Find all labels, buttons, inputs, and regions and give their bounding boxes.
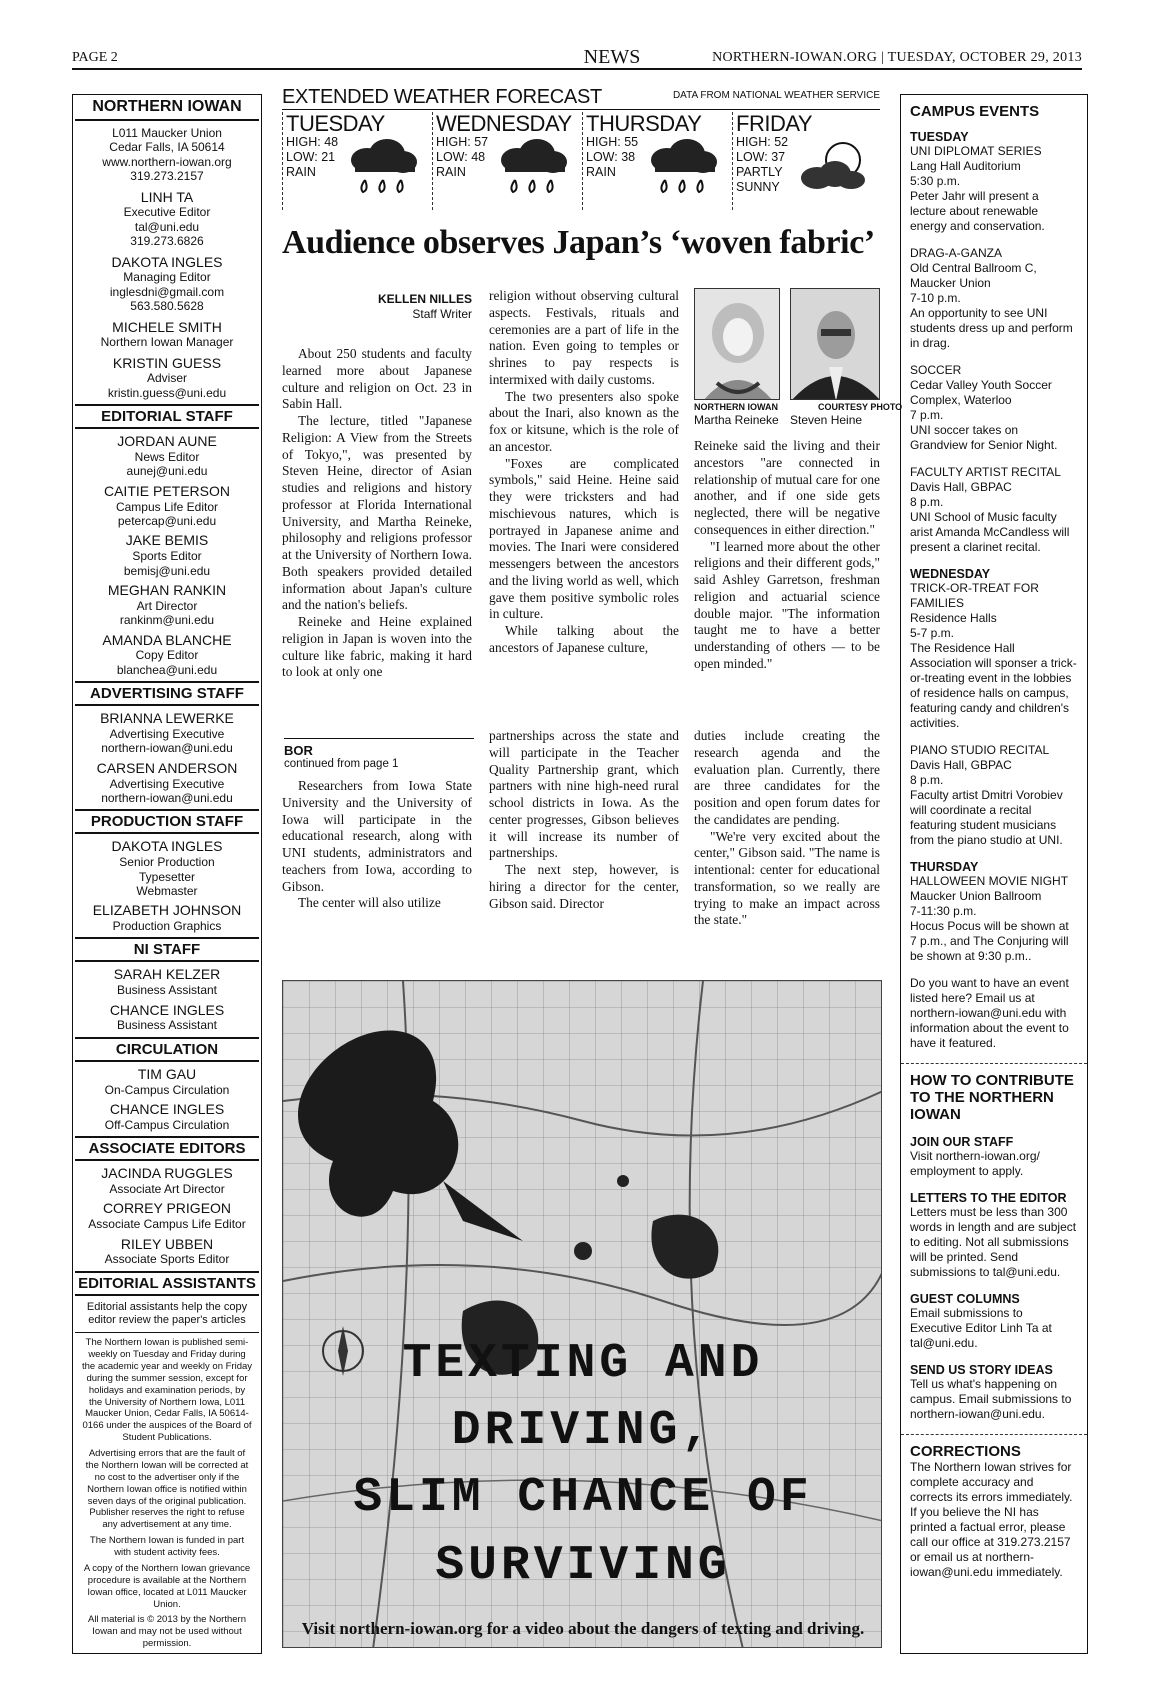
weather-low: LOW: 37 [736,150,786,165]
staff-entry [75,760,259,806]
staff-entry [75,1165,259,1196]
staff-detail: kristin.guess@uni.edu [107,385,227,400]
graphic-headline: TEXTING AND DRIVING, SLIM CHANCE OF SURVIVING [353,1337,813,1593]
event-line: PIANO STUDIO RECITAL [910,743,1050,757]
staff-name: CHANCE INGLES [109,1001,225,1018]
staff-name: DAKOTA INGLES [111,253,223,270]
weather-day-friday [732,112,879,210]
staff-entry [75,1200,259,1231]
fine-print: The Northern Iowan is funded in part with student activity fees. [89,1535,245,1559]
listing-note: Do you want to have an event listed here? Email us at northern-iowan@uni.edu with information about the event to have it featured. [910,976,1069,1050]
staff-detail: blanchea@uni.edu [116,662,218,677]
weather-icon [643,138,723,203]
staff-entry [75,710,259,756]
staff-entry [75,532,259,578]
event-item [910,581,1078,731]
weather-rule [282,109,880,110]
staff-detail: Northern Iowan Manager [100,335,234,350]
weather-day-tuesday [282,112,429,210]
staff-detail: 319.273.6826 [130,234,204,249]
event-line: UNI DIPLOMAT SERIES [910,144,1042,158]
article-column-3 [694,438,880,673]
weather-day-wednesday [432,112,579,210]
staff-name: SARAH KELZER [113,966,221,983]
staff-detail: northern-iowan@uni.edu [101,790,233,805]
photo-steven-heine [790,288,880,400]
event-item [910,246,1078,351]
staff-detail: northern-iowan@uni.edu [101,741,233,756]
event-line: UNI soccer takes on Grandview for Senior Night. [910,423,1058,452]
staff-detail: Advertising Executive [109,776,225,791]
byline [282,292,472,322]
bor-column-1 [282,778,472,912]
event-line: Residence Halls [910,611,997,625]
rain-cloud-icon [493,138,573,198]
staff-name: MEGHAN RANKIN [107,582,227,598]
portrait-man-image [791,289,880,400]
event-line: HALLOWEEN MOVIE NIGHT [910,874,1069,888]
staff-name: JACINDA RUGGLES [101,1165,233,1182]
staff-name: CAITIE PETERSON [103,482,231,499]
corrections-text: The Northern Iowan strives for complete accuracy and corrects its errors immediately. If you believe the NI has printed a factual error, please call our office at 319.273.2157 or email us at northern-iowan@uni.edu immediately. [910,1460,1073,1579]
sidebar-divider [901,1434,1087,1435]
staff-detail: Typesetter [138,869,196,884]
paragraph: About 250 students and faculty learned more about Japanese culture and religion on Oct. 23 in Sabin Hall. [282,346,472,412]
rain-cloud-icon [343,138,423,198]
staff-name: KRISTIN GUESS [112,354,222,371]
contribute-heading: JOIN OUR STAFF [910,1135,1014,1149]
weather-day-thursday [582,112,729,210]
staff-entry [75,254,259,314]
paragraph: The lecture, titled "Japanese Religion: A View from the Streets of Tokyo,", was presented by Steven Heine, director of Asian studies and religions and history professor at Florida International University, and Martha Reineke, philosophy and religions professor at the University of Northern Iowa. Both speakers provided detailed information about Japan's culture and the nation's beliefs. [282,413,472,613]
weather-low: LOW: 38 [586,150,636,165]
weather-high: HIGH: 55 [586,135,639,150]
bor-column-3 [694,728,880,929]
staff-entry [75,582,259,628]
weather-condition: PARTLY [736,165,783,180]
event-line: Lang Hall Auditorium [910,159,1021,173]
staff-name: CORREY PRIGEON [102,1200,232,1217]
photo2-credit: COURTESY PHOTO [818,402,903,412]
events-day-heading: TUESDAY [910,130,969,144]
paragraph: The next step, however, is hiring a director for the center, Gibson said. Director [489,862,679,911]
staff-detail: bemisj@uni.edu [123,563,211,578]
events-day-heading: WEDNESDAY [910,567,991,581]
weather-day-name: FRIDAY [736,111,813,136]
staff-detail: 563.580.5628 [130,299,204,314]
staff-entry [75,483,259,529]
staff-name: BRIANNA LEWERKE [100,710,234,727]
contact-line: L011 Maucker Union [112,126,222,140]
portrait-woman-image [695,289,780,400]
staff-detail: Webmaster [136,883,198,898]
weather-icon [493,138,573,203]
event-line: Davis Hall, GBPAC [910,758,1012,772]
event-line: DRAG-A-GANZA [910,246,1003,260]
rain-cloud-icon [643,138,723,198]
weather-condition: RAIN [586,165,616,180]
staff-detail: Business Assistant [116,983,218,998]
staff-name: LINH TA [140,188,194,205]
byline-name: KELLEN NILLES [377,292,472,306]
weather-low: LOW: 21 [286,150,336,165]
masthead-section-heading: PRODUCTION STAFF [75,809,259,834]
staff-detail: Campus Life Editor [115,499,219,514]
masthead [72,94,262,1654]
staff-entry [75,966,259,997]
event-line: 7-10 p.m. [910,291,961,305]
staff-detail: Production Graphics [112,919,222,934]
staff-entry [75,838,259,898]
contribute-heading: GUEST COLUMNS [910,1292,1020,1306]
contact-line: Cedar Falls, IA 50614 [109,140,225,155]
staff-detail: Senior Production [119,855,215,870]
masthead-section-heading: NI STAFF [75,937,259,962]
weather-low: LOW: 48 [436,150,486,165]
bor-column-2 [489,728,679,912]
staff-name: TIM GAU [137,1065,197,1082]
staff-detail: Associate Sports Editor [104,1252,230,1267]
staff-detail: rankinm@uni.edu [119,613,215,628]
events-day-heading: THURSDAY [910,860,979,874]
weather-high: HIGH: 48 [286,135,339,150]
paragraph: Reineke said the living and their ancestors "are connected in relationship of mutual care for one another, and if one side gets neglected, there will be negative consequences in either direction." [694,438,880,537]
weather-day-name: WEDNESDAY [436,111,572,136]
staff-entry [75,1101,259,1132]
event-item [910,874,1078,964]
staff-detail: aunej@uni.edu [126,464,208,479]
weather-forecast [282,82,880,214]
partly-sunny-icon [793,138,873,198]
staff-entry [75,902,259,933]
masthead-contact [75,126,259,184]
contact-line: www.northern-iowan.org [102,154,232,169]
weather-title: EXTENDED WEATHER FORECAST [282,86,602,108]
masthead-title: NORTHERN IOWAN [75,95,259,121]
fine-print: A copy of the Northern Iowan grievance procedure is available at the Northern Iowan office, located at L011 Maucker Union. [83,1562,251,1610]
graphic-caption: Visit northern-iowan.org for a video about the dangers of texting and driving. [301,1619,865,1638]
paragraph: "We're very excited about the center," Gibson said. "The name is intentional: center for educational transformation, so we really are trying to make an impact across the state." [694,828,880,928]
weather-source: DATA FROM NATIONAL WEATHER SERVICE [672,90,880,101]
paragraph: "I learned more about the other religions and their different gods," said Ashley Garretson, freshman religion and actuarial science double major. "The information taught me to have a better understanding of others — to be open minded." [694,538,880,671]
staff-detail: Off-Campus Circulation [104,1117,230,1132]
staff-detail: petercap@uni.edu [117,514,217,529]
site-and-date: NORTHERN-IOWAN.ORG | TUESDAY, OCTOBER 29, 2013 [712,50,1082,65]
staff-name: DAKOTA INGLES [111,838,223,855]
event-line: 7 p.m. [910,408,944,422]
contribute-heading: LETTERS TO THE EDITOR [910,1191,1067,1205]
masthead-section-heading: EDITORIAL STAFF [75,404,259,429]
staff-entry [75,355,259,401]
bor-title: BOR [284,743,313,758]
masthead-section-heading: ADVERTISING STAFF [75,681,259,706]
paragraph: While talking about the ancestors of Japanese culture, [489,623,679,655]
staff-detail: Sports Editor [132,549,202,564]
event-item [910,465,1078,555]
staff-entry [75,1236,259,1267]
staff-detail: Advertising Executive [109,726,225,741]
staff-detail: Executive Editor [123,205,211,220]
sidebar-title: CAMPUS EVENTS [910,103,1040,120]
event-line: Davis Hall, GBPAC [910,480,1012,494]
staff-name: CHANCE INGLES [109,1101,225,1118]
paragraph: The center will also utilize [298,895,441,911]
event-line: Hocus Pocus will be shown at 7 p.m., and The Conjuring will be shown at 9:30 p.m.. [910,919,1069,963]
event-line: 8 p.m. [910,495,944,509]
weather-condition: RAIN [286,165,316,180]
campus-events-sidebar [900,94,1088,1654]
texting-driving-graphic [282,980,882,1648]
paragraph: partnerships across the state and will participate in the Teacher Quality Partnership grant, which partners with nine high-need rural school districts in Iowa. As the center progresses, Gibson believes it will increase its number of partnerships. [489,728,679,861]
staff-entry [75,632,259,678]
paragraph: Researchers from Iowa State University and the University of Iowa will participate in the educational research, along with UNI students, administrators and teachers from Iowa, according to Gibson. [282,778,472,894]
contribute-text: Tell us what's happening on campus. Email submissions to northern-iowan@uni.edu. [910,1377,1072,1421]
paragraph: "Foxes are complicated symbols," said Heine. Heine said they were tricksters and had mischievous natures, which is portrayed in Japanese anime and movies. The Inari were considered messengers between the ancestors and the living world as well, which gave them positive symbolic roles in culture. [489,455,679,622]
event-line: Cedar Valley Youth Soccer Complex, Waterloo [910,378,1052,407]
bor-continued: continued from page 1 [284,758,399,770]
article-headline: Audience observes Japan’s ‘woven fabric’ [282,224,875,261]
fine-print: Advertising errors that are the fault of the Northern Iowan will be corrected at no cost to the advertiser only if the Northern Iowan office is notified within seven days of the original publication. Publisher reserves the right to refuse any advertisement at any time. [85,1448,249,1531]
staff-detail: Art Director [136,598,198,613]
fine-print: The Northern Iowan is published semi-weekly on Tuesday and Friday during the academic year and weekly on Friday during the summer session, except for holidays and examination periods, by the University of Northern Iowa, L011 Maucker Union, Cedar Falls, IA 50614-0166 under the auspices of the Board of Student Publications. [81,1337,253,1444]
assistants-text: Editorial assistants help the copy editor review the paper's articles [86,1300,248,1326]
event-line: The Residence Hall Association will sponser a trick-or-treating event in the lobbies of residence halls on campus, featuring candy and children's activities. [910,641,1077,730]
staff-name: JORDAN AUNE [117,433,217,450]
contribute-text: Email submissions to Executive Editor Linh Ta at tal@uni.edu. [910,1306,1052,1350]
event-line: UNI School of Music faculty arist Amanda McCandless will present a clarinet recital. [910,510,1070,554]
staff-entry [75,189,259,249]
photo1-credit: NORTHERN IOWAN [694,402,778,412]
staff-detail: Copy Editor [135,648,199,663]
staff-entry [75,433,259,479]
paragraph: Reineke and Heine explained religion in Japan is woven into the culture like fabric, making it hard to look at only one [282,614,472,680]
fine-print: All material is © 2013 by the Northern Iowan and may not be used without permission. [87,1614,247,1650]
staff-detail: News Editor [134,450,200,465]
event-line: 5-7 p.m. [910,626,955,640]
page-number: PAGE 2 [72,50,118,65]
staff-detail: tal@uni.edu [134,219,200,234]
contribute-text: Letters must be less than 300 words in length and are subject to editing. Not all submissions will be printed. Send submissions to tal@uni.edu. [910,1205,1077,1279]
event-line: Faculty artist Dmitri Vorobiev will coordinate a recital featuring student musicians from the piano studio at UNI. [910,788,1063,847]
staff-detail: Managing Editor [123,270,211,285]
staff-name: RILEY UBBEN [120,1235,214,1252]
masthead-section-heading: EDITORIAL ASSISTANTS [75,1271,259,1296]
event-item [910,144,1078,234]
staff-name: AMANDA BLANCHE [102,631,232,648]
event-line: Maucker Union Ballroom [910,889,1042,903]
weather-condition: RAIN [436,165,466,180]
article-column-2 [489,288,679,657]
event-item [910,743,1078,848]
article-column-1 [282,292,472,681]
event-line: TRICK-OR-TREAT FOR FAMILIES [910,581,1039,610]
bor-label [284,738,474,770]
masthead-section-heading: ASSOCIATE EDITORS [75,1136,259,1161]
staff-name: ELIZABETH JOHNSON [92,902,242,919]
sidebar-divider [901,1063,1087,1064]
event-line: Maucker Union [910,276,991,290]
event-line: 5:30 p.m. [910,174,961,188]
event-line: 8 p.m. [910,773,944,787]
event-line: FACULTY ARTIST RECITAL [910,465,1061,479]
contribute-text: Visit northern-iowan.org/ employment to apply. [910,1149,1040,1178]
staff-entry [75,319,259,350]
contact-line: 319.273.2157 [130,169,204,184]
staff-name: JAKE BEMIS [125,532,209,549]
staff-detail: Associate Art Director [109,1182,225,1197]
event-line: 7-11:30 p.m. [910,904,977,918]
staff-entry [75,1002,259,1033]
page-header [72,46,1082,70]
masthead-section-heading: CIRCULATION [75,1037,259,1062]
event-line: Peter Jahr will present a lecture about renewable energy and conservation. [910,189,1045,233]
section-name: NEWS [583,46,641,68]
photo2-caption: Steven Heine [790,413,863,427]
weather-condition: SUNNY [736,180,780,195]
staff-entry [75,1066,259,1097]
staff-detail: On-Campus Circulation [104,1082,230,1097]
corrections-title: CORRECTIONS [910,1443,1021,1460]
event-line: SOCCER [910,363,962,377]
weather-high: HIGH: 57 [436,135,489,150]
event-line: An opportunity to see UNI students dress up and perform in drag. [910,306,1073,350]
weather-day-name: TUESDAY [286,111,385,136]
photo1-caption: Martha Reineke [694,413,779,427]
paragraph: duties include creating the research agenda and the evaluation plan. Currently, there are three candidates for the position and open forum dates for the candidates are pending. [694,728,880,827]
masthead-divider [75,1332,259,1333]
weather-day-name: THURSDAY [586,111,702,136]
contribute-heading: SEND US STORY IDEAS [910,1363,1053,1377]
weather-high: HIGH: 52 [736,135,789,150]
staff-detail: Associate Campus Life Editor [88,1217,246,1232]
weather-icon [793,138,873,203]
event-item [910,363,1078,453]
staff-name: MICHELE SMITH [112,318,222,335]
photo-martha-reineke [694,288,780,400]
contribute-title: HOW TO CONTRIBUTE TO THE NORTHERN IOWAN [910,1072,1074,1123]
staff-detail: Adviser [146,371,187,386]
paragraph: religion without observing cultural aspects. Festivals, rituals and ceremonies are a part of life in the nation. Even going to temples or shrines to pay respects is intermixed with daily customs. [489,288,679,387]
staff-name: CARSEN ANDERSON [96,759,238,776]
staff-detail: inglesdni@gmail.com [109,284,225,299]
event-line: Old Central Ballroom C, [910,261,1037,275]
staff-detail: Business Assistant [116,1018,218,1033]
weather-icon [343,138,423,203]
byline-role: Staff Writer [412,307,472,321]
paragraph: The two presenters also spoke about the Inari, also known as the fox or kitsune, which is the role of an ancestor. [489,388,679,454]
